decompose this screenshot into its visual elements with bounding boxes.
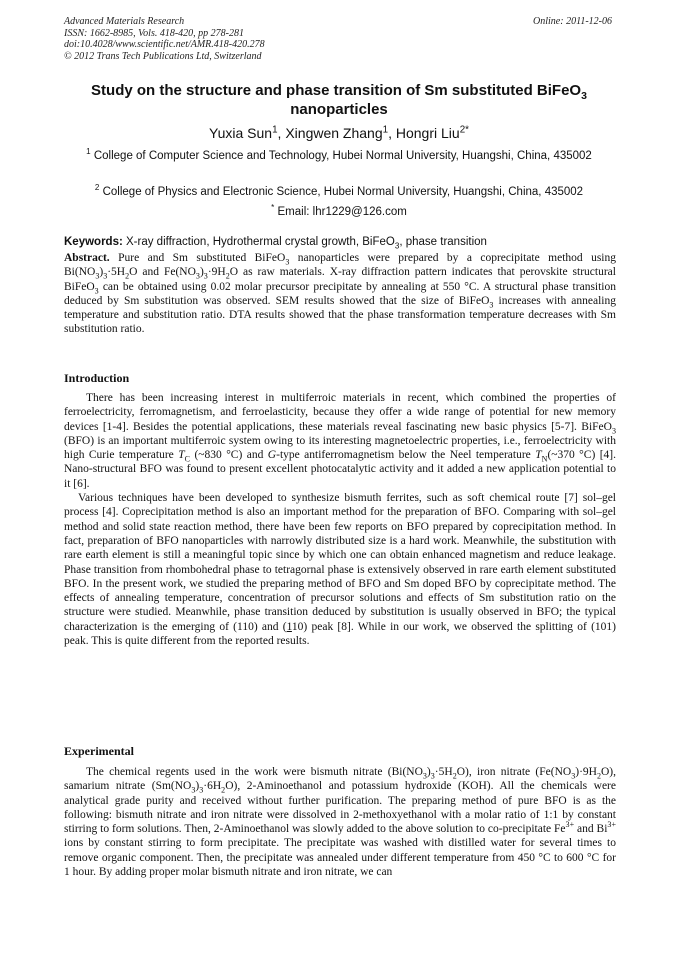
paragraph-text: )·9H	[575, 766, 597, 778]
subscript: 3	[489, 300, 494, 310]
subscript: 2	[221, 785, 226, 795]
abstract-text: ·5H	[107, 266, 126, 279]
paragraph-text: ·5H	[434, 766, 453, 778]
abstract	[64, 251, 616, 337]
symbol: T	[178, 449, 185, 462]
keywords	[64, 235, 616, 249]
keywords-text-2: , phase transition	[399, 236, 487, 248]
overbar-index: 1	[286, 620, 292, 633]
affiliation-text: College of Computer Science and Technology, Hubei Normal University, Huangshi, China, 435002	[93, 150, 592, 162]
subscript: 3	[430, 771, 435, 781]
journal-meta	[64, 16, 265, 62]
subscript: 2	[596, 771, 601, 781]
title-text-2: nanoparticles	[290, 101, 388, 118]
subscript: 3	[203, 271, 208, 281]
affiliation-mark: 1	[86, 147, 91, 157]
subscript: C	[184, 454, 191, 464]
paragraph-text: and Bi	[577, 823, 608, 836]
email-mark: *	[271, 203, 275, 213]
subscript: N	[541, 454, 548, 464]
journal-copyright: © 2012 Trans Tech Publications Ltd, Switzerland	[64, 50, 262, 62]
subscript: 2	[452, 771, 457, 781]
paragraph-text: There has been increasing interest in multiferroic materials in recent, which combined the properties of ferroelectricity, ferromagnetism, and ferroelasticity, because they offer a wide range of potential for new memory devices [1-4]. Besides the potential applications, these materials reveal fascinating new basic physics [5-7]. BiFeO	[64, 392, 616, 433]
paragraph	[64, 765, 616, 879]
paragraph-text: ions by constant stirring to form precipitate. The precipitate was washed with distilled water for several times to remove organic component. Then, the precipitate was annealed under different temperature from 450 °C to 600 °C for 1 hour. By adding proper molar bismuth nitrate and iron nitrate, we can	[64, 837, 616, 879]
journal-name: Advanced Materials Research	[64, 16, 185, 27]
subscript: 2	[125, 271, 130, 281]
keywords-label: Keywords:	[64, 236, 123, 248]
paragraph-text: O), samarium nitrate (Sm(NO	[64, 766, 616, 793]
abstract-text: O and Fe(NO	[129, 266, 196, 279]
affiliation	[64, 185, 614, 200]
paragraph-text: Various techniques have been developed to synthesize bismuth ferrites, such as soft chemical route [7] sol–gel process [4]. Coprecipitation method is also an important method for the preparation of BFO. Comparing with sol–gel method and solid state reaction method, there have been few reports on BFO prepared by coprecipitation method. In fact, preparation of BFO nanoparticles with narrowly distributed size is a hard work. Meanwhile, the substitution with rare earth element is still a meaningful topic since by which one can obtain enhanced magnetism and reduce leakage. Phase transition from rhombohedral phase to tetragornal phase is extensively observed in rare earth element substituted BFO. In the present work, we studied the preparing method of BFO and Sm doped BFO by coprecipitate method. The effects of annealing temperature, concentration of precursor solutions and effects of Sm substitution ratio on the structure were studied. Meanwhile, phase transition deduced by substitution is usually observed in BFO; the typical characterization is the emerging of (110) and (	[64, 492, 616, 633]
subscript: 3	[611, 425, 616, 435]
superscript: 3+	[607, 820, 616, 830]
author-affiliation-mark: 2*	[459, 124, 469, 136]
paragraph	[64, 491, 616, 648]
abstract-text: can be obtained using 0.02 molar precursor precipitate by annealing at 550 °C. A structural phase transition deduced by Sm substitution was observed. SEM results showed that the size of BiFeO	[64, 280, 616, 307]
affiliation-mark: 2	[94, 183, 100, 193]
abstract-text: Pure and Sm substituted BiFeO	[118, 252, 286, 264]
subscript: 2	[225, 271, 230, 281]
author-name: Hongri Liu	[395, 125, 460, 141]
subscript: 3	[571, 771, 576, 781]
abstract-text: ·9H	[207, 266, 226, 279]
online-date: Online: 2011-12-06	[533, 16, 612, 27]
paragraph	[64, 391, 616, 491]
author-name: Yuxia Sun	[209, 125, 273, 141]
paragraph-text: -type antiferromagnetism below the Neel temperature	[276, 449, 536, 462]
paragraph-text: )	[195, 780, 200, 793]
subscript: 3	[285, 257, 290, 267]
abstract-text: O as raw materials. X-ray diffraction pattern indicates that perovskite structural BiFeO	[64, 266, 616, 293]
author-affiliation-mark: 1	[272, 124, 278, 136]
paragraph-text: The chemical regents used in the work were bismuth nitrate (Bi(NO	[86, 766, 423, 778]
affiliation	[64, 149, 614, 164]
subscript: 3	[195, 271, 200, 281]
paragraph-text: O), 2-Aminoethanol and potassium hydroxide (KOH). All the chemicals were analytical grade purity and received without further purification. The preparing method of pure BFO is as the following: bismuth nitrate and iron nitrate were dissolved in 2-methoxyethanol with a molar ratio of 1:1 by constant stirring to form solutions. Then, 2-Aminoethanol was slowly added to the above solution to co-precipitate Fe	[64, 780, 616, 836]
author-name: Xingwen Zhang	[285, 125, 383, 141]
journal-issn: ISSN: 1662-8985, Vols. 418-420, pp 278-281	[64, 27, 244, 39]
abstract-text: )	[99, 266, 104, 279]
symbol: G	[267, 449, 277, 462]
subscript: 3	[422, 771, 427, 781]
introduction-section	[64, 391, 616, 648]
subscript: 3	[103, 271, 108, 281]
subscript: 3	[199, 785, 204, 795]
experimental-section	[64, 765, 616, 879]
journal-doi: doi:10.4028/www.scientific.net/AMR.418-420.278	[64, 39, 265, 50]
subscript: 3	[95, 271, 100, 281]
author-affiliation-mark: 1	[382, 124, 389, 136]
title-subscript: 3	[581, 90, 587, 102]
keywords-subscript: 3	[394, 241, 400, 251]
symbol: T	[535, 449, 542, 462]
abstract-label: Abstract.	[64, 252, 110, 264]
paragraph-text: (BFO) is an important multiferroic system owing to its interesting magnetoelectric properties, i.e., ferroelectricity with high Curie temperature	[64, 434, 616, 462]
paragraph-text: (~830 °C) and	[190, 449, 268, 462]
section-heading-experimental: Experimental	[64, 744, 134, 758]
subscript: 3	[94, 285, 99, 295]
paragraph-text: O), iron nitrate (Fe(NO	[456, 766, 572, 778]
paragraph-text: 10) peak [8]. While in our work, we observed the splitting of (101) peak. This is quite different from the reported results.	[64, 620, 616, 648]
section-heading-introduction: Introduction	[64, 371, 130, 385]
keywords-text: X-ray diffraction, Hydrothermal crystal growth, BiFeO	[126, 236, 395, 248]
paragraph-text: )	[426, 766, 431, 778]
affiliation-text: College of Physics and Electronic Science, Hubei Normal University, Huangshi, China, 435002	[102, 186, 584, 198]
abstract-text: increases with annealing temperature and substitution ratio. DTA results showed that the phase transformation temperature decreases with Sm substitution ratio.	[64, 294, 617, 336]
abstract-text: nanoparticles were prepared by a coprecipitate method using Bi(NO	[64, 252, 616, 279]
email-text: Email: lhr1229@126.com	[277, 206, 407, 218]
abstract-text: )	[199, 266, 204, 279]
superscript: 3+	[565, 820, 575, 830]
paragraph-text: (~370 °C) [4]. Nano-structural BFO was found to present excellent photocatalytic activity and it added a new application potential to it [6].	[64, 449, 617, 490]
author-list: Yuxia Sun$^1$, Xingwen Zhang$^1$, Hongri Liu$^{2*}$	[209, 124, 469, 141]
corresponding-email	[64, 205, 614, 220]
paper-title	[64, 81, 614, 119]
paragraph-text: ·6H	[203, 780, 222, 793]
subscript: 3	[191, 785, 196, 795]
title-text: Study on the structure and phase transition of Sm substituted BiFeO	[91, 82, 582, 99]
